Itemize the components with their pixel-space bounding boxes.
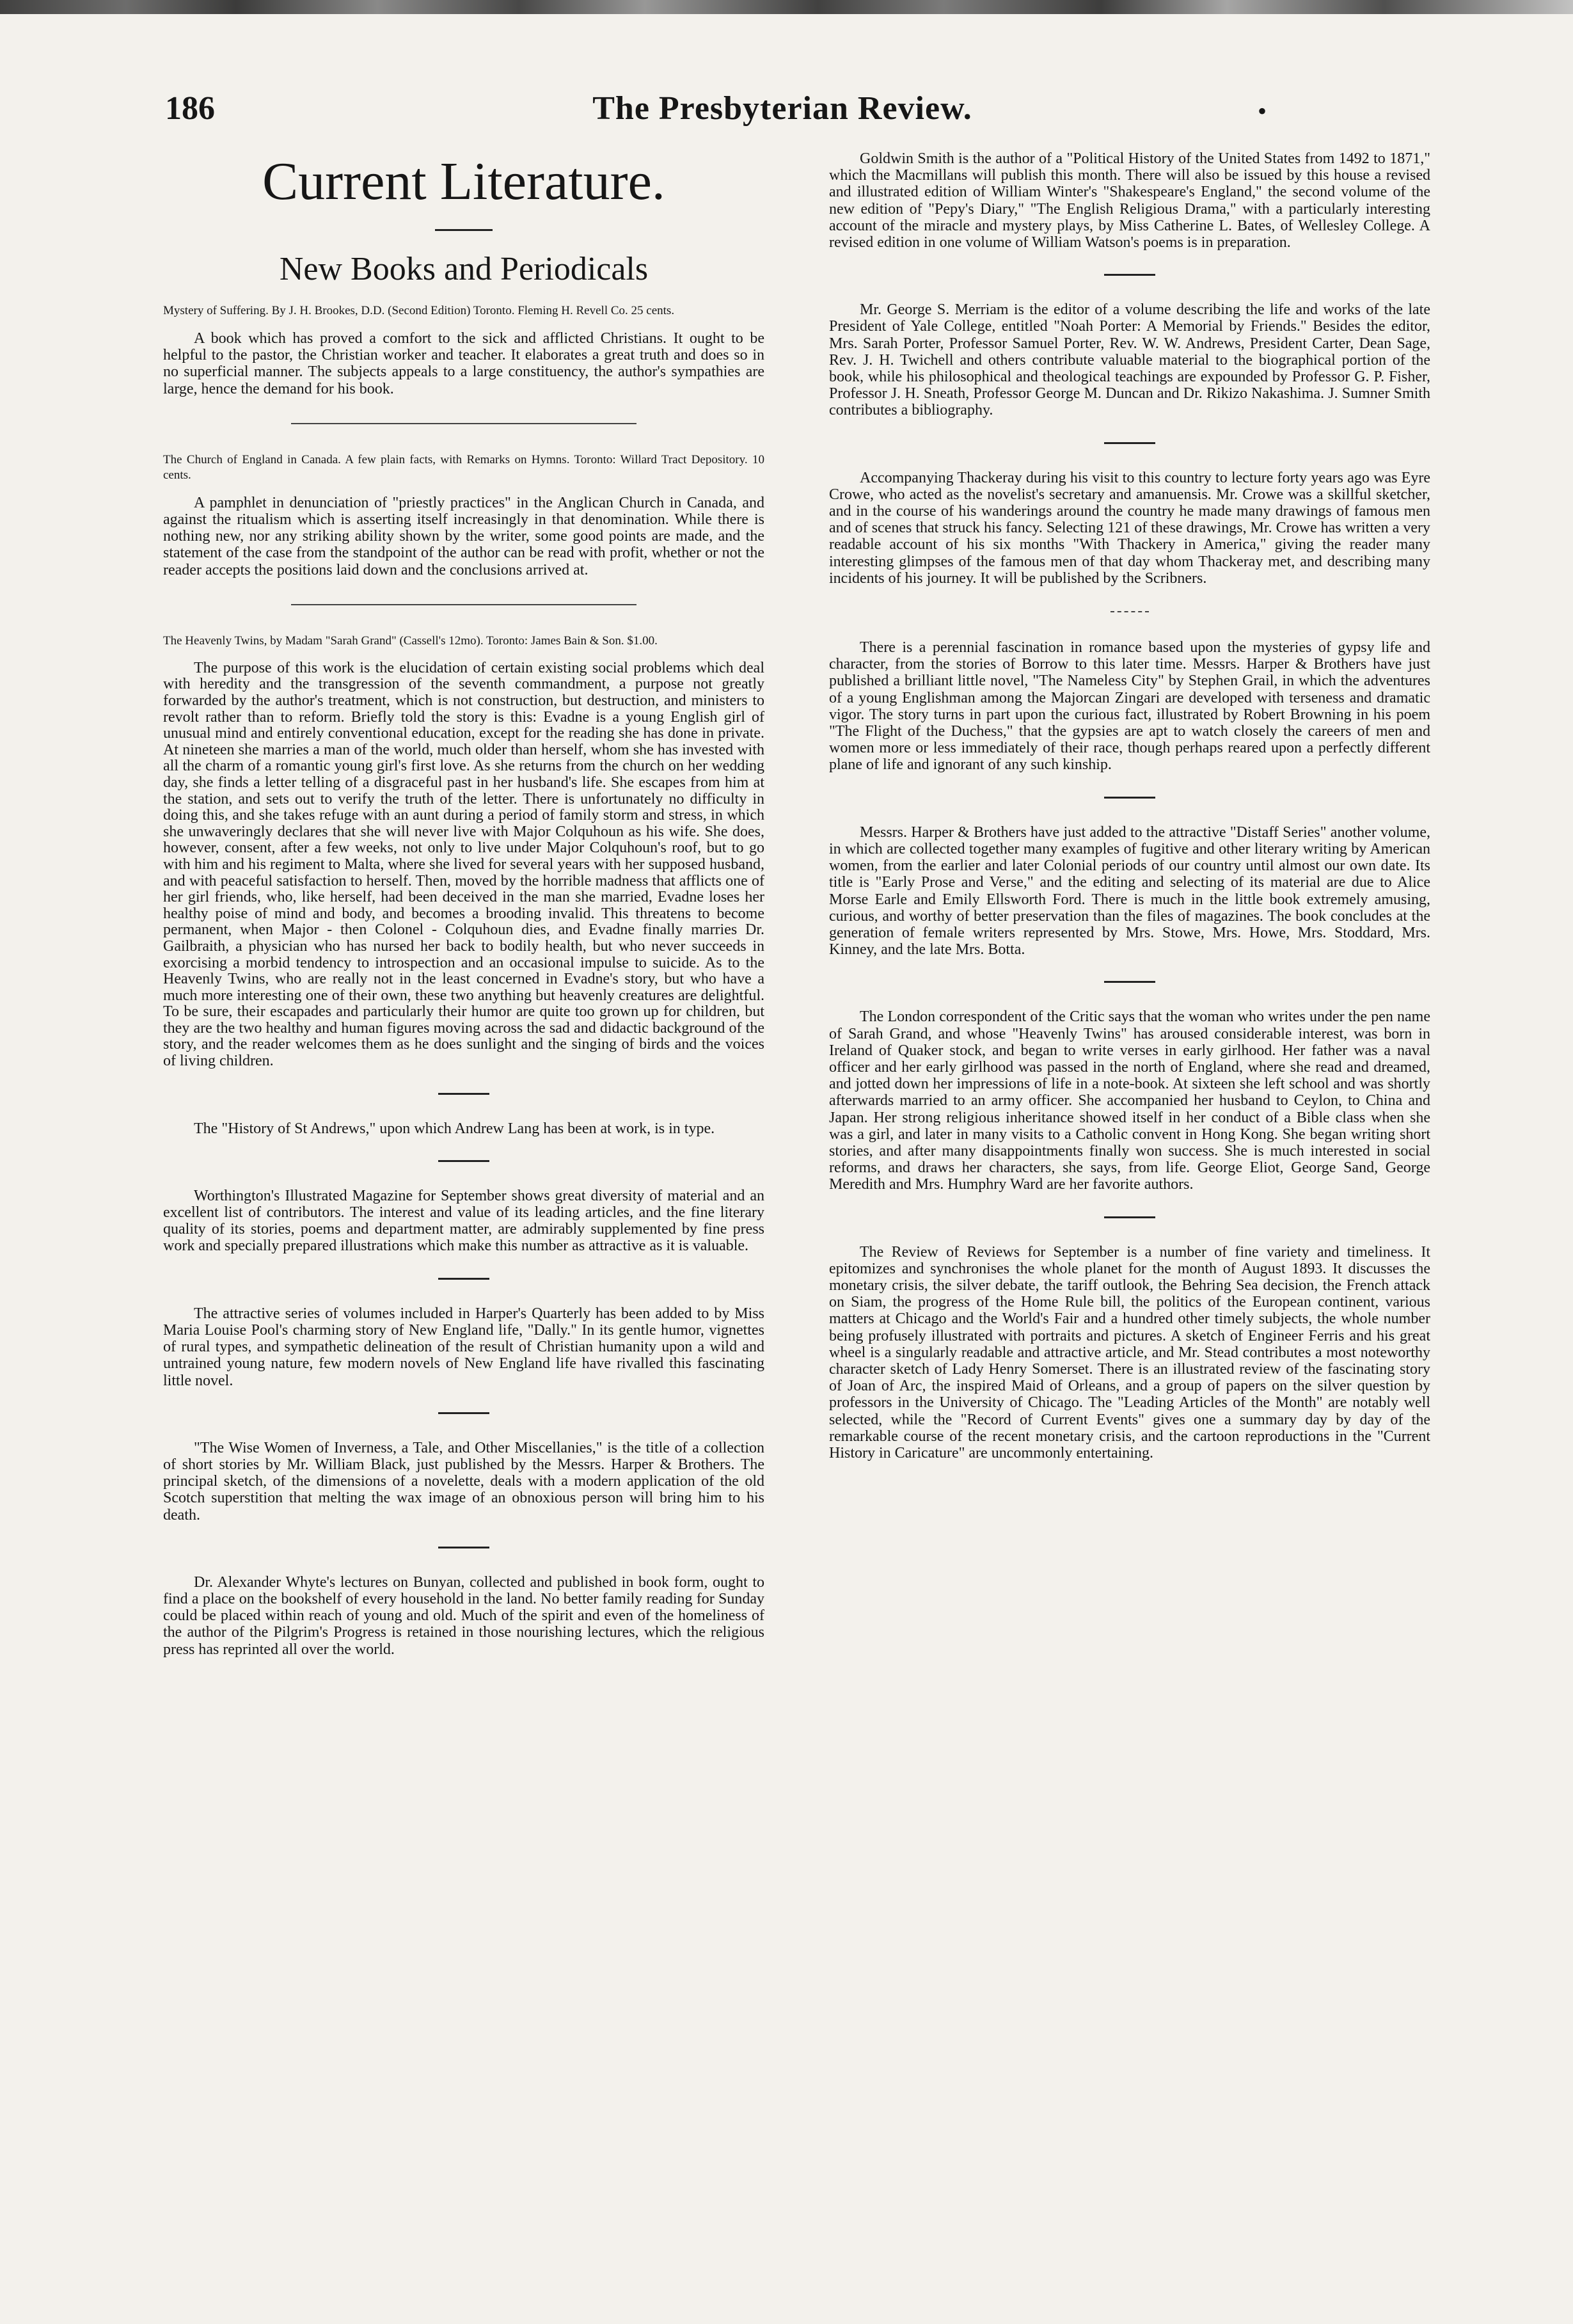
separator-rule [1104, 1216, 1155, 1218]
right-column [829, 150, 1430, 1467]
bullet-mark: • [1258, 97, 1267, 125]
review-paragraph: The purpose of this work is the elucidation of certain existing social problems which deal with heredity and the transgression of the seventh commandment, a purpose not greatly forwarded by the author's treatment, which is not construction, but destruction, and ministers to revolt rather than to reform. Briefly told the story is this: Evadne is a young English girl of unusual mind and entirely conventional education, except for the reading she has done in private. At nineteen she marries a man of the world, much older than herself, whom she has invested with all the charm of a romantic young girl's first love. As she returns from the church on her wedding day, she finds a letter telling of a disgraceful past in her husband's life. She escapes from him at the station, and sets out to verify the truth of the letter. There is unfortunately no difficulty in doing this, and she takes refuge with an aunt during a period of family storm and stress, in which she unwaveringly declares that she will never live with Major Colquhoun as his wife. She does, however, consent, after a few weeks, not only to live under Major Colquhoun's roof, but to go with him and his regiment to Malta, where she lived for several years with her supposed husband, and with peaceful satisfaction to herself. Then, moved by the horrible madness that afflicts one of her girl friends, who, like herself, had been deceived in the man she married, Evadne loses her healthy poise of mind and body, and becomes a brooding invalid. This threatens to become permanent, when Major - then Colonel - Colquhoun dies, and Evadne finally marries Dr. Gailbraith, a physician who has nursed her back to bodily health, but who never succeeds in exorcising a morbid tendency to introspection and an occasional impulse to suicide. As to the Heavenly Twins, who are really not in the least concerned in Evadne's story, but who have a much more interesting one of their own, these two anything but heavenly creatures are delightful. To be sure, their escapades and particularly their humor are quite too grown up for children, but they are the two healthy and human figures moving across the sad and didactic background of the story, and the reader welcomes them as he does sunlight and the singing of birds and the voices of living children. [163, 659, 764, 1070]
book-citation: Mystery of Suffering. By J. H. Brookes, D.D. (Second Edition) Toronto. Fleming H. Revell Co. 25 cents. [163, 304, 675, 317]
title-rule [435, 229, 493, 231]
scan-edge-artifact [0, 0, 1573, 14]
review-paragraph: A pamphlet in denunciation of "priestly practices" in the Anglican Church in Canada, and against the ritualism which is asserting itself increasingly in that denomination. While there is nothing new, nor any striking ability shown by the writer, some good points are made, and the statement of the case from the standpoint of the author can be read with profit, whether or not the reader accepts the positions laid down and the conclusions arrived at. [163, 494, 764, 578]
news-paragraph: The London correspondent of the Critic says that the woman who writes under the pen name of Sarah Grand, and whose "Heavenly Twins" has aroused considerable interest, was born in Ireland of Quaker stock, and began to write verses in early girlhood. Her father was a naval officer and her early girlhood was passed in the north of England, where she read and dreamed, and jotted down her impressions of life in a note-book. At sixteen she left school and was shortly afterwards married to an army officer. She accompanied her husband to Ceylon, to China and Japan. Her strong religious inheritance showed itself in her conduct of a Bible class when she was a girl, and later in many visits to a Catholic convent in Hong Kong. She began writing short stories, and after many disappointments finally won success. She is much interested in social reforms, and draws her characters, she says, from life. George Eliot, George Sand, George Meredith and Mrs. Humphry Ward are her favorite authors. [829, 1008, 1430, 1193]
separator-rule [1111, 611, 1149, 612]
section-subtitle: New Books and Periodicals [279, 251, 649, 287]
news-paragraph: Messrs. Harper & Brothers have just added to the attractive "Distaff Series" another volume, in which are collected together many examples of fugitive and other literary writing by American women, from the earlier and later Colonial periods of our country until almost our own date. Its title is "Early Prose and Verse," and the editing and selecting of its material are due to Alice Morse Earle and Emily Ellsworth Ford. There is much in the little book extremely amusing, curious, and worthy of better preservation than the files of magazines. The book concludes at the generation of female writers represented by Mrs. Stowe, Mrs. Howe, Mrs. Stoddard, Mrs. Kinney, and the late Mrs. Botta. [829, 824, 1430, 959]
section-title: Current Literature. [262, 152, 665, 211]
separator-rule [438, 1547, 489, 1548]
separator-rule [438, 1278, 489, 1280]
separator-rule [291, 604, 636, 605]
news-paragraph: Goldwin Smith is the author of a "Political History of the United States from 1492 to 1871," which the Macmillans will publish this month. There will also be issued by this house a revised and illustrated edition of William Winter's "Shakespeare's England," the second volume of the new edition of "Pepy's Diary," "The English Religious Drama," with a particularly interesting account of the miracle and mystery plays, by Miss Catherine L. Bates, of Wellesley College. A revised edition in one volume of William Watson's poems is in preparation. [829, 150, 1430, 251]
left-column [163, 150, 764, 1663]
review-paragraph: The attractive series of volumes included in Harper's Quarterly has been added to by Miss Maria Louise Pool's charming story of New England life, "Dally." In its gentle humor, vignettes of rural types, and sympathetic delineation of the result of Christian humanity upon a wild and untrained young nature, few modern novels of New England life have rivalled this fascinating little novel. [163, 1305, 764, 1389]
separator-rule [1104, 797, 1155, 799]
review-paragraph: Worthington's Illustrated Magazine for September shows great diversity of material and an excellent list of contributors. The interest and value of its leading articles, and the fine literary quality of its stories, poems and department matter, are admirably supplemented by fine press work and specially prepared illustrations which make this number as attractive as it is valuable. [163, 1187, 764, 1255]
review-paragraph: Dr. Alexander Whyte's lectures on Bunyan, collected and published in book form, ought to find a place on the bookshelf of every household in the land. No better family reading for Sunday could be placed within reach of young and old. Much of the spirit and even of the homeliness of the author of the Pilgrim's Progress is retained in those nourishing lectures, which the religious press has reprinted all over the world. [163, 1573, 764, 1658]
review-paragraph: The "History of St Andrews," upon which Andrew Lang has been at work, is in type. [194, 1120, 715, 1137]
separator-rule [1104, 981, 1155, 983]
separator-rule [438, 1160, 489, 1162]
news-paragraph: There is a perennial fascination in romance based upon the mysteries of gypsy life and character, from the stories of Borrow to this later time. Messrs. Harper & Brothers have just published a brilliant little novel, "The Nameless City" by Stephen Grail, in which the adventures of a young Englishman among the Majorcan Zingari are developed with terseness and dramatic vigor. The story turns in part upon the curious fact, illustrated by Robert Browning in his poem "The Flight of the Duchess," that the gypsies are apt to watch closely the careers of men and women more or less immediately of their race, though perhaps reared upon a perfectly different plane of life and ignorant of any such kinship. [829, 639, 1430, 774]
news-paragraph: The Review of Reviews for September is a number of fine variety and timeliness. It epitomizes and synchronises the whole planet for the month of August 1893. It discusses the monetary crisis, the silver debate, the tariff outlook, the Behring Sea decision, the French attack on Siam, the progress of the Home Rule bill, the politics of the European continent, various matters at Chicago and the World's Fair and a hundred other timely subjects, the whole number being profusely illustrated with portraits and pictures. A sketch of Engineer Ferris and his great wheel is a singularly readable and attractive article, and Mr. Stead contributes a most noteworthy character sketch of Lady Henry Somerset. There is an illustrated review of the fascinating story of Joan of Arc, the inspired Maid of Orleans, and a group of papers on the silver question by professors in the University of Chicago. The "Leading Articles of the Month" are notably well selected, while the "Record of Current Events" gives one a summary day by day of the remarkable course of the recent monetary crisis, and the cartoon reproductions in the "Current History in Caricature" are uncommonly entertaining. [829, 1243, 1430, 1461]
news-paragraph: Accompanying Thackeray during his visit to this country to lecture forty years ago was Eyre Crowe, who acted as the novelist's secretary and amanuensis. Mr. Crowe was a skillful sketcher, and in the course of his wanderings around the country he made many drawings of famous men and of scenes that struck his fancy. Selecting 121 of these drawings, Mr. Crowe has written a very readable account of his six months "With Thackery in America," giving the reader many interesting glimpses of the famous men of that day whom Thackeray met, and describing many incidents of his journey. It will be published by the Scribners. [829, 469, 1430, 587]
separator-rule [1104, 274, 1155, 276]
book-citation: The Church of England in Canada. A few plain facts, with Remarks on Hymns. Toronto: Willard Tract Depository. 10 cents. [163, 452, 764, 482]
running-title: The Presbyterian Review. [592, 90, 972, 127]
separator-rule [291, 423, 636, 424]
separator-rule [1104, 442, 1155, 444]
page-header [165, 90, 1400, 141]
review-paragraph: A book which has proved a comfort to the sick and afflicted Christians. It ought to be helpful to the pastor, the Christian worker and teacher. It elaborates a great truth and does so in no superficial manner. The subjects appeals to a large constituency, the author's sympathies are large, hence the demand for his book. [163, 330, 764, 397]
separator-rule [438, 1412, 489, 1414]
separator-rule [438, 1093, 489, 1095]
page-number: 186 [165, 90, 215, 127]
review-paragraph: "The Wise Women of Inverness, a Tale, and Other Miscellanies," is the title of a collection of short stories by Mr. William Black, just published by the Messrs. Harper & Brothers. The principal sketch, of the dimensions of a novelette, deals with a modern application of the old Scotch superstition that melting the wax image of an obnoxious person will bring him to his death. [163, 1439, 764, 1524]
news-paragraph: Mr. George S. Merriam is the editor of a volume describing the life and works of the late President of Yale College, entitled "Noah Porter: A Memorial by Friends." Besides the editor, Mrs. Sarah Porter, Professor Samuel Porter, Rev. W. W. Andrews, President Carter, Dean Sage, Rev. J. H. Twichell and others contribute valuable material to the biographical portion of the book, while his philosophical and theological teachings are expounded by Professor G. P. Fisher, Professor J. H. Sneath, Professor George M. Duncan and Dr. Rikizo Nakashima. J. Sumner Smith contributes a bibliography. [829, 301, 1430, 419]
book-citation: The Heavenly Twins, by Madam "Sarah Grand" (Cassell's 12mo). Toronto: James Bain & Son. $1.00. [163, 633, 658, 648]
